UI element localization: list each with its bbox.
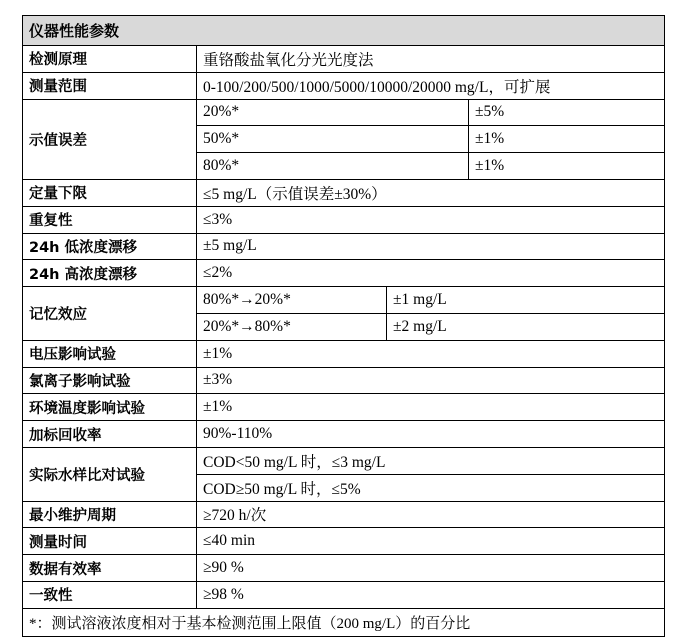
error-value: ±5%	[469, 99, 665, 126]
memory-transition: 80%*→20%*	[197, 287, 387, 314]
row-value: ≥720 h/次	[197, 501, 665, 528]
row-label: 最小维护周期	[23, 501, 197, 528]
table-row	[23, 179, 665, 206]
row-label: 加标回收率	[23, 421, 197, 448]
table-row	[23, 501, 665, 528]
instrument-spec-table	[22, 15, 665, 637]
table-row	[23, 555, 665, 582]
row-label: 示值误差	[23, 99, 197, 179]
row-value: ≤5 mg/L（示值误差±30%）	[197, 179, 665, 206]
table-row	[23, 260, 665, 287]
table-row	[23, 99, 665, 126]
table-row	[23, 206, 665, 233]
footnote: *：测试溶液浓度相对于基本检测范围上限值（200 mg/L）的百分比	[23, 608, 665, 636]
row-label: 定量下限	[23, 179, 197, 206]
table-row	[23, 340, 665, 367]
row-value: ±1%	[197, 340, 665, 367]
error-level: 80%*	[197, 153, 469, 180]
row-label: 24h 高浓度漂移	[23, 260, 197, 287]
row-value: ≤2%	[197, 260, 665, 287]
row-label: 一致性	[23, 581, 197, 608]
row-label: 检测原理	[23, 46, 197, 73]
row-value: 重铬酸盐氧化分光光度法	[197, 46, 665, 73]
row-value: ±1%	[197, 394, 665, 421]
table-row	[23, 46, 665, 73]
row-value: ≥98 %	[197, 581, 665, 608]
row-label: 24h 低浓度漂移	[23, 233, 197, 260]
table-row	[23, 287, 665, 314]
row-value: ≤40 min	[197, 528, 665, 555]
row-label: 环境温度影响试验	[23, 394, 197, 421]
table-row	[23, 394, 665, 421]
table-header-row	[23, 16, 665, 46]
error-level: 20%*	[197, 99, 469, 126]
row-label: 数据有效率	[23, 555, 197, 582]
row-label: 重复性	[23, 206, 197, 233]
memory-value: ±2 mg/L	[387, 313, 665, 340]
table-row	[23, 528, 665, 555]
row-value: ≤3%	[197, 206, 665, 233]
row-label: 测量范围	[23, 72, 197, 99]
row-label: 记忆效应	[23, 287, 197, 341]
row-label: 电压影响试验	[23, 340, 197, 367]
row-value: ≥90 %	[197, 555, 665, 582]
table-row	[23, 581, 665, 608]
row-value: ±5 mg/L	[197, 233, 665, 260]
row-label: 测量时间	[23, 528, 197, 555]
footnote-row	[23, 608, 665, 636]
error-value: ±1%	[469, 126, 665, 153]
row-value: 90%-110%	[197, 421, 665, 448]
table-title: 仪器性能参数	[23, 16, 665, 46]
table-row	[23, 367, 665, 394]
row-value: 0-100/200/500/1000/5000/10000/20000 mg/L，可扩展	[197, 72, 665, 99]
row-label: 实际水样比对试验	[23, 447, 197, 501]
table-row	[23, 72, 665, 99]
error-level: 50%*	[197, 126, 469, 153]
table-row	[23, 233, 665, 260]
row-label: 氯离子影响试验	[23, 367, 197, 394]
row-value: COD≥50 mg/L 时，≤5%	[197, 474, 665, 501]
row-value: COD<50 mg/L 时，≤3 mg/L	[197, 447, 665, 474]
table-row	[23, 447, 665, 474]
memory-transition: 20%*→80%*	[197, 313, 387, 340]
memory-value: ±1 mg/L	[387, 287, 665, 314]
row-value: ±3%	[197, 367, 665, 394]
error-value: ±1%	[469, 153, 665, 180]
table-row	[23, 421, 665, 448]
